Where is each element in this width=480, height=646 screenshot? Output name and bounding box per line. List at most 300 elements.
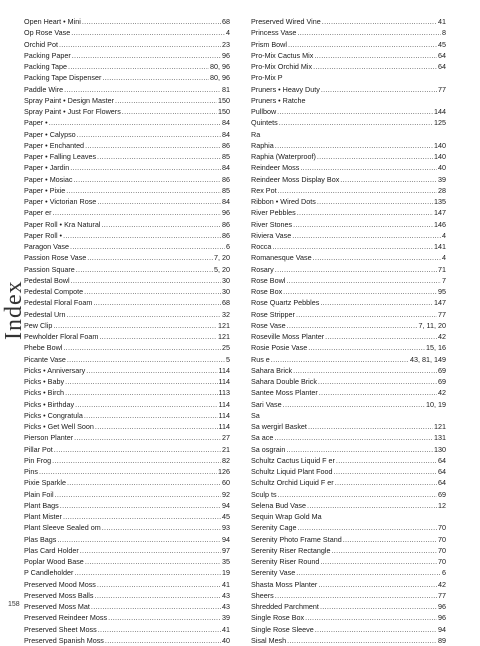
index-entry xyxy=(251,174,446,185)
dot-leader xyxy=(318,376,437,387)
entry-name: Rosary xyxy=(251,264,274,274)
dot-leader xyxy=(72,50,221,61)
entry-page: 70 xyxy=(438,557,446,566)
entry-name: Preserved Wired Vine xyxy=(251,17,321,26)
entry-name: Pewholder Floral Foam xyxy=(24,332,99,341)
index-entry xyxy=(251,61,446,72)
entry-name: Pullbow xyxy=(251,107,277,116)
dot-leader xyxy=(307,500,437,511)
dot-leader xyxy=(271,354,409,365)
index-entry xyxy=(24,309,230,320)
entry-page: 23 xyxy=(222,39,230,49)
index-entry xyxy=(24,365,230,376)
entry-page: 147 xyxy=(434,298,446,308)
dot-leader xyxy=(99,331,217,342)
index-entry xyxy=(24,612,230,623)
dot-leader xyxy=(97,579,221,590)
entry-page: 10, 19 xyxy=(426,399,446,409)
dot-leader xyxy=(278,489,437,500)
index-entry xyxy=(251,230,446,241)
dot-leader xyxy=(95,590,221,601)
index-entry xyxy=(251,590,446,601)
entry-name: Rose Stripper xyxy=(251,309,295,319)
entry-page: 45 xyxy=(438,39,446,49)
index-entry xyxy=(24,342,230,353)
dot-leader xyxy=(297,27,441,38)
index-entry xyxy=(24,50,230,61)
dot-leader xyxy=(315,624,437,635)
entry-name: P Candleholder xyxy=(24,568,74,578)
entry-name: Reindeer Moss xyxy=(251,163,300,173)
index-entry xyxy=(251,162,446,173)
index-entry xyxy=(24,275,230,286)
entry-page: 85 xyxy=(222,152,230,161)
entry-name: Raphia (Waterproof) xyxy=(251,152,316,161)
entry-name: Picks • Birthday xyxy=(24,399,75,409)
entry-page: 5 xyxy=(226,354,230,364)
entry-name: Romanesque Vase xyxy=(251,253,312,263)
index-entry xyxy=(24,624,230,635)
dot-leader xyxy=(76,264,213,275)
entry-name: Sahara Double Brick xyxy=(251,377,317,386)
dot-leader xyxy=(108,612,221,623)
entry-page: 45 xyxy=(222,512,230,521)
dot-leader xyxy=(122,106,217,117)
dot-leader xyxy=(287,635,437,646)
entry-name: Rus e xyxy=(251,354,270,364)
index-entry xyxy=(24,522,230,533)
entry-page: 32 xyxy=(222,309,230,319)
dot-leader xyxy=(321,84,437,95)
entry-name: Picks • Congratula xyxy=(24,410,83,420)
index-entry xyxy=(24,27,230,38)
entry-page: 70 xyxy=(438,523,446,533)
dot-leader xyxy=(53,207,221,218)
index-entry xyxy=(251,342,446,353)
dot-leader xyxy=(98,624,221,635)
entry-page: 150 xyxy=(218,107,230,116)
index-entry xyxy=(251,522,446,533)
index-entry xyxy=(24,230,230,241)
index-entry xyxy=(24,16,230,27)
dot-leader xyxy=(64,84,221,95)
entry-page: 70 xyxy=(438,545,446,555)
entry-page: 89 xyxy=(438,635,446,645)
index-entry xyxy=(251,444,446,455)
entry-page: 27 xyxy=(222,433,230,443)
dot-leader xyxy=(283,399,425,410)
dot-leader xyxy=(67,477,221,488)
entry-page: 126 xyxy=(218,467,230,476)
index-entry xyxy=(251,376,446,387)
entry-page: 92 xyxy=(222,489,230,499)
entry-page: 114 xyxy=(218,422,230,431)
entry-page: 41 xyxy=(438,17,446,26)
index-entry xyxy=(251,331,446,342)
entry-name: Plant Bags xyxy=(24,500,59,510)
dot-leader xyxy=(298,522,437,533)
entry-name: Paragon Vase xyxy=(24,242,70,251)
entry-page: 94 xyxy=(438,624,446,634)
entry-name: Picks • Birch xyxy=(24,388,65,398)
entry-page: 5, 20 xyxy=(214,264,230,274)
entry-page: 4 xyxy=(442,230,446,240)
dot-leader xyxy=(85,140,221,151)
index-entry xyxy=(24,489,230,500)
entry-name: Plas Card Holder xyxy=(24,545,79,555)
entry-name: Plas Bags xyxy=(24,534,57,544)
dot-leader xyxy=(275,140,433,151)
dot-leader xyxy=(279,117,433,128)
entry-name: Pro-Mix Cactus Mix xyxy=(251,50,314,60)
entry-name: River Stones xyxy=(251,219,293,229)
index-entry xyxy=(24,320,230,331)
dot-leader xyxy=(296,309,437,320)
entry-page: 121 xyxy=(218,332,230,341)
dot-leader xyxy=(87,252,213,263)
entry-page: 60 xyxy=(222,478,230,488)
dot-leader xyxy=(300,162,437,173)
entry-name: Pedestal Bowl xyxy=(24,275,70,285)
entry-name: Passion Square xyxy=(24,264,75,274)
entry-name: Shredded Parchment xyxy=(251,602,319,611)
dot-leader xyxy=(335,477,437,488)
index-entry xyxy=(251,16,446,27)
index-entry xyxy=(24,432,230,443)
entry-page: 82 xyxy=(222,455,230,465)
dot-leader xyxy=(102,72,209,83)
entry-name: Preserved Reindeer Moss xyxy=(24,613,108,623)
index-entry xyxy=(24,354,230,365)
index-entry xyxy=(24,286,230,297)
index-entry xyxy=(251,185,446,196)
dot-leader xyxy=(318,579,437,590)
entry-page: 93 xyxy=(222,523,230,533)
index-entry xyxy=(24,466,230,477)
entry-name: Sa ace xyxy=(251,433,274,443)
entry-name: Serenity Riser Round xyxy=(251,557,320,566)
entry-name: Picks • Anniversary xyxy=(24,365,86,375)
entry-name: Op Rose Vase xyxy=(24,28,71,38)
index-entry xyxy=(24,421,230,432)
entry-name: Pro-Mix Orchid Mix xyxy=(251,62,313,71)
entry-page: 15, 16 xyxy=(426,343,446,353)
dot-leader xyxy=(97,151,221,162)
index-entry xyxy=(251,241,446,252)
entry-page: 96 xyxy=(438,602,446,611)
entry-page: 12 xyxy=(438,500,446,510)
dot-leader xyxy=(296,567,441,578)
entry-page: 77 xyxy=(438,84,446,94)
entry-page: 97 xyxy=(222,545,230,555)
dot-leader xyxy=(97,196,221,207)
index-entry xyxy=(251,27,446,38)
index-entry xyxy=(24,174,230,185)
entry-page: 6 xyxy=(226,242,230,251)
index-entry xyxy=(24,534,230,545)
entry-name: Paper • Pixie xyxy=(24,185,66,195)
entry-page: 42 xyxy=(438,579,446,589)
entry-page: 21 xyxy=(222,444,230,454)
index-entry xyxy=(251,455,446,466)
entry-page: 35 xyxy=(222,557,230,566)
entry-page: 70 xyxy=(438,534,446,544)
entry-name: Spray Paint • Design Master xyxy=(24,95,115,105)
index-entry xyxy=(24,84,230,95)
index-entry xyxy=(251,511,446,522)
entry-page: 94 xyxy=(222,534,230,544)
dot-leader xyxy=(322,16,437,27)
entry-page: 6 xyxy=(442,568,446,578)
entry-page: 71 xyxy=(438,264,446,274)
entry-page: 69 xyxy=(438,365,446,375)
index-entry xyxy=(24,545,230,556)
dot-leader xyxy=(313,252,441,263)
index-entry xyxy=(251,219,446,230)
index-entry xyxy=(24,635,230,646)
index-entry xyxy=(24,196,230,207)
entry-name: Sa wergirl Basket xyxy=(251,422,307,431)
entry-page: 114 xyxy=(218,399,230,409)
entry-page: 84 xyxy=(222,118,230,128)
index-entry xyxy=(24,376,230,387)
entry-name: Open Heart • Mini xyxy=(24,17,81,26)
entry-name: Plant Sleeve Sealed om xyxy=(24,523,101,533)
entry-page: 69 xyxy=(438,377,446,386)
entry-name: Sequin Wrap Gold Ma xyxy=(251,512,322,521)
dot-leader xyxy=(84,286,221,297)
entry-name: Paddle Wire xyxy=(24,84,64,94)
dot-leader xyxy=(305,612,437,623)
dot-leader xyxy=(93,297,221,308)
entry-name: Schultz Liquid Plant Food xyxy=(251,467,333,476)
index-entry xyxy=(24,39,230,50)
dot-leader xyxy=(325,331,437,342)
dot-leader xyxy=(293,219,433,230)
entry-page: 144 xyxy=(434,107,446,116)
index-entry xyxy=(24,579,230,590)
index-entry xyxy=(24,140,230,151)
entry-name: Paper • Enchanted xyxy=(24,140,85,150)
index-entry xyxy=(251,387,446,398)
dot-leader xyxy=(73,174,221,185)
entry-name: Quintets xyxy=(251,118,278,128)
entry-name: Paper • Falling Leaves xyxy=(24,152,97,161)
dot-leader xyxy=(292,230,441,241)
index-entry xyxy=(251,534,446,545)
entry-page: 121 xyxy=(218,320,230,330)
index-entry xyxy=(24,72,230,83)
entry-name: Preserved Sheet Moss xyxy=(24,624,97,634)
index-entry xyxy=(251,196,446,207)
entry-name: Rose Box xyxy=(251,287,283,296)
entry-page: 42 xyxy=(438,388,446,398)
entry-page: 131 xyxy=(434,433,446,443)
entry-name: Pedestal Urn xyxy=(24,309,66,319)
index-entry xyxy=(24,387,230,398)
index-entry xyxy=(251,50,446,61)
entry-name: Reindeer Moss Display Box xyxy=(251,174,340,184)
dot-leader xyxy=(75,399,217,410)
index-entry xyxy=(24,129,230,140)
dot-leader xyxy=(105,635,221,646)
dot-leader xyxy=(49,117,221,128)
dot-leader xyxy=(63,230,221,241)
entry-name: Phebe Bowl xyxy=(24,343,63,353)
entry-name: Preserved Moss Mat xyxy=(24,602,90,611)
entry-name: Pedestal Floral Foam xyxy=(24,298,93,308)
entry-name: Paper • xyxy=(24,118,48,128)
dot-leader xyxy=(66,185,221,196)
index-entry xyxy=(251,264,446,275)
index-entry xyxy=(24,219,230,230)
dot-leader xyxy=(77,129,221,140)
entry-name: Sahara Brick xyxy=(251,365,293,375)
entry-name: Passion Rose Vase xyxy=(24,253,87,263)
entry-page: 43 xyxy=(222,590,230,600)
index-entry xyxy=(24,590,230,601)
dot-leader xyxy=(293,365,437,376)
entry-name: Pierson Planter xyxy=(24,433,74,443)
entry-name: Ra xyxy=(251,129,261,139)
index-entry xyxy=(24,264,230,275)
dot-leader xyxy=(60,500,221,511)
index-entry xyxy=(24,106,230,117)
entry-page: 43 xyxy=(222,602,230,611)
dot-leader xyxy=(59,39,221,50)
entry-name: Packing Tape xyxy=(24,62,68,71)
entry-page: 68 xyxy=(222,17,230,26)
entry-name: Pixie Sparkle xyxy=(24,478,66,488)
entry-page: 86 xyxy=(222,230,230,240)
entry-page: 64 xyxy=(438,467,446,476)
entry-name: Roseville Moss Planter xyxy=(251,332,325,341)
entry-name: Paper • Calypso xyxy=(24,129,76,139)
dot-leader xyxy=(63,511,221,522)
dot-leader xyxy=(287,320,418,331)
entry-page: 114 xyxy=(218,410,230,420)
index-entry xyxy=(251,466,446,477)
entry-name: Spray Paint • Just For Flowers xyxy=(24,107,121,116)
page-number: 158 xyxy=(8,601,20,608)
entry-name: Plant Mister xyxy=(24,512,62,521)
dot-leader xyxy=(277,106,433,117)
entry-page: 95 xyxy=(438,287,446,296)
entry-page: 80, 96 xyxy=(210,62,230,71)
entry-name: Paper • Victorian Rose xyxy=(24,197,97,206)
dot-leader xyxy=(67,309,221,320)
entry-name: Pins xyxy=(24,467,38,476)
entry-page: 19 xyxy=(222,568,230,578)
entry-name: Pew Clip xyxy=(24,320,53,330)
dot-leader xyxy=(319,387,437,398)
entry-name: Pillar Pot xyxy=(24,444,53,454)
entry-name: Rex Pot xyxy=(251,185,277,195)
entry-name: Serenity Riser Rectangle xyxy=(251,545,331,555)
dot-leader xyxy=(332,545,438,556)
index-entry xyxy=(251,556,446,567)
index-entry xyxy=(251,545,446,556)
index-entry xyxy=(24,556,230,567)
entry-name: Riviera Vase xyxy=(251,230,292,240)
entry-name: Ribbon • Wired Dots xyxy=(251,197,316,206)
entry-page: 64 xyxy=(438,455,446,465)
entry-page: 77 xyxy=(438,590,446,600)
index-entry xyxy=(24,410,230,421)
index-entry xyxy=(24,399,230,410)
dot-leader xyxy=(313,61,437,72)
index-entry xyxy=(251,309,446,320)
index-entry xyxy=(251,489,446,500)
entry-name: Plain Foil xyxy=(24,489,54,499)
dot-leader xyxy=(102,522,221,533)
entry-name: Pruners • Ratche xyxy=(251,95,306,105)
index-entry xyxy=(251,140,446,151)
dot-leader xyxy=(86,365,217,376)
dot-leader xyxy=(39,466,217,477)
dot-leader xyxy=(283,286,437,297)
index-entry xyxy=(251,320,446,331)
index-entry xyxy=(24,185,230,196)
dot-leader xyxy=(274,432,433,443)
index-entry xyxy=(251,151,446,162)
entry-name: Single Rose Sleeve xyxy=(251,624,314,634)
entry-page: 114 xyxy=(218,365,230,375)
dot-leader xyxy=(334,466,437,477)
dot-leader xyxy=(80,545,221,556)
index-entry xyxy=(251,432,446,443)
entry-name: Raphia xyxy=(251,140,274,150)
dot-leader xyxy=(71,275,221,286)
dot-leader xyxy=(320,601,437,612)
entry-page: 30 xyxy=(222,287,230,296)
dot-leader xyxy=(57,534,221,545)
entry-page: 7, 20 xyxy=(214,253,230,263)
index-entry xyxy=(251,399,446,410)
dot-leader xyxy=(317,196,433,207)
index-entry xyxy=(251,72,446,83)
dot-leader xyxy=(317,151,433,162)
dot-leader xyxy=(54,444,221,455)
index-entry xyxy=(24,151,230,162)
dot-leader xyxy=(308,342,425,353)
index-entry xyxy=(24,567,230,578)
index-entry xyxy=(24,61,230,72)
entry-name: Schultz Orchid Liquid F er xyxy=(251,478,334,488)
entry-name: Poplar Wood Base xyxy=(24,557,84,566)
entry-name: Preserved Moss Balls xyxy=(24,590,94,600)
entry-name: Paper Roll • Kra Natural xyxy=(24,219,101,229)
entry-name: Orchid Pot xyxy=(24,39,58,49)
dot-leader xyxy=(286,444,433,455)
entry-name: Serenity Cage xyxy=(251,523,297,533)
entry-page: 96 xyxy=(222,50,230,60)
entry-page: 40 xyxy=(222,635,230,645)
dot-leader xyxy=(53,320,217,331)
entry-page: 86 xyxy=(222,219,230,229)
index-entry xyxy=(24,331,230,342)
entry-page: 81 xyxy=(222,84,230,94)
entry-page: 77 xyxy=(438,309,446,319)
index-entry xyxy=(251,365,446,376)
entry-name: Picante Vase xyxy=(24,354,66,364)
index-entry xyxy=(251,410,446,421)
entry-name: Sa osgrain xyxy=(251,444,286,454)
entry-page: 141 xyxy=(434,242,446,251)
index-entry xyxy=(251,39,446,50)
dot-leader xyxy=(91,601,221,612)
entry-page: 130 xyxy=(434,444,446,454)
